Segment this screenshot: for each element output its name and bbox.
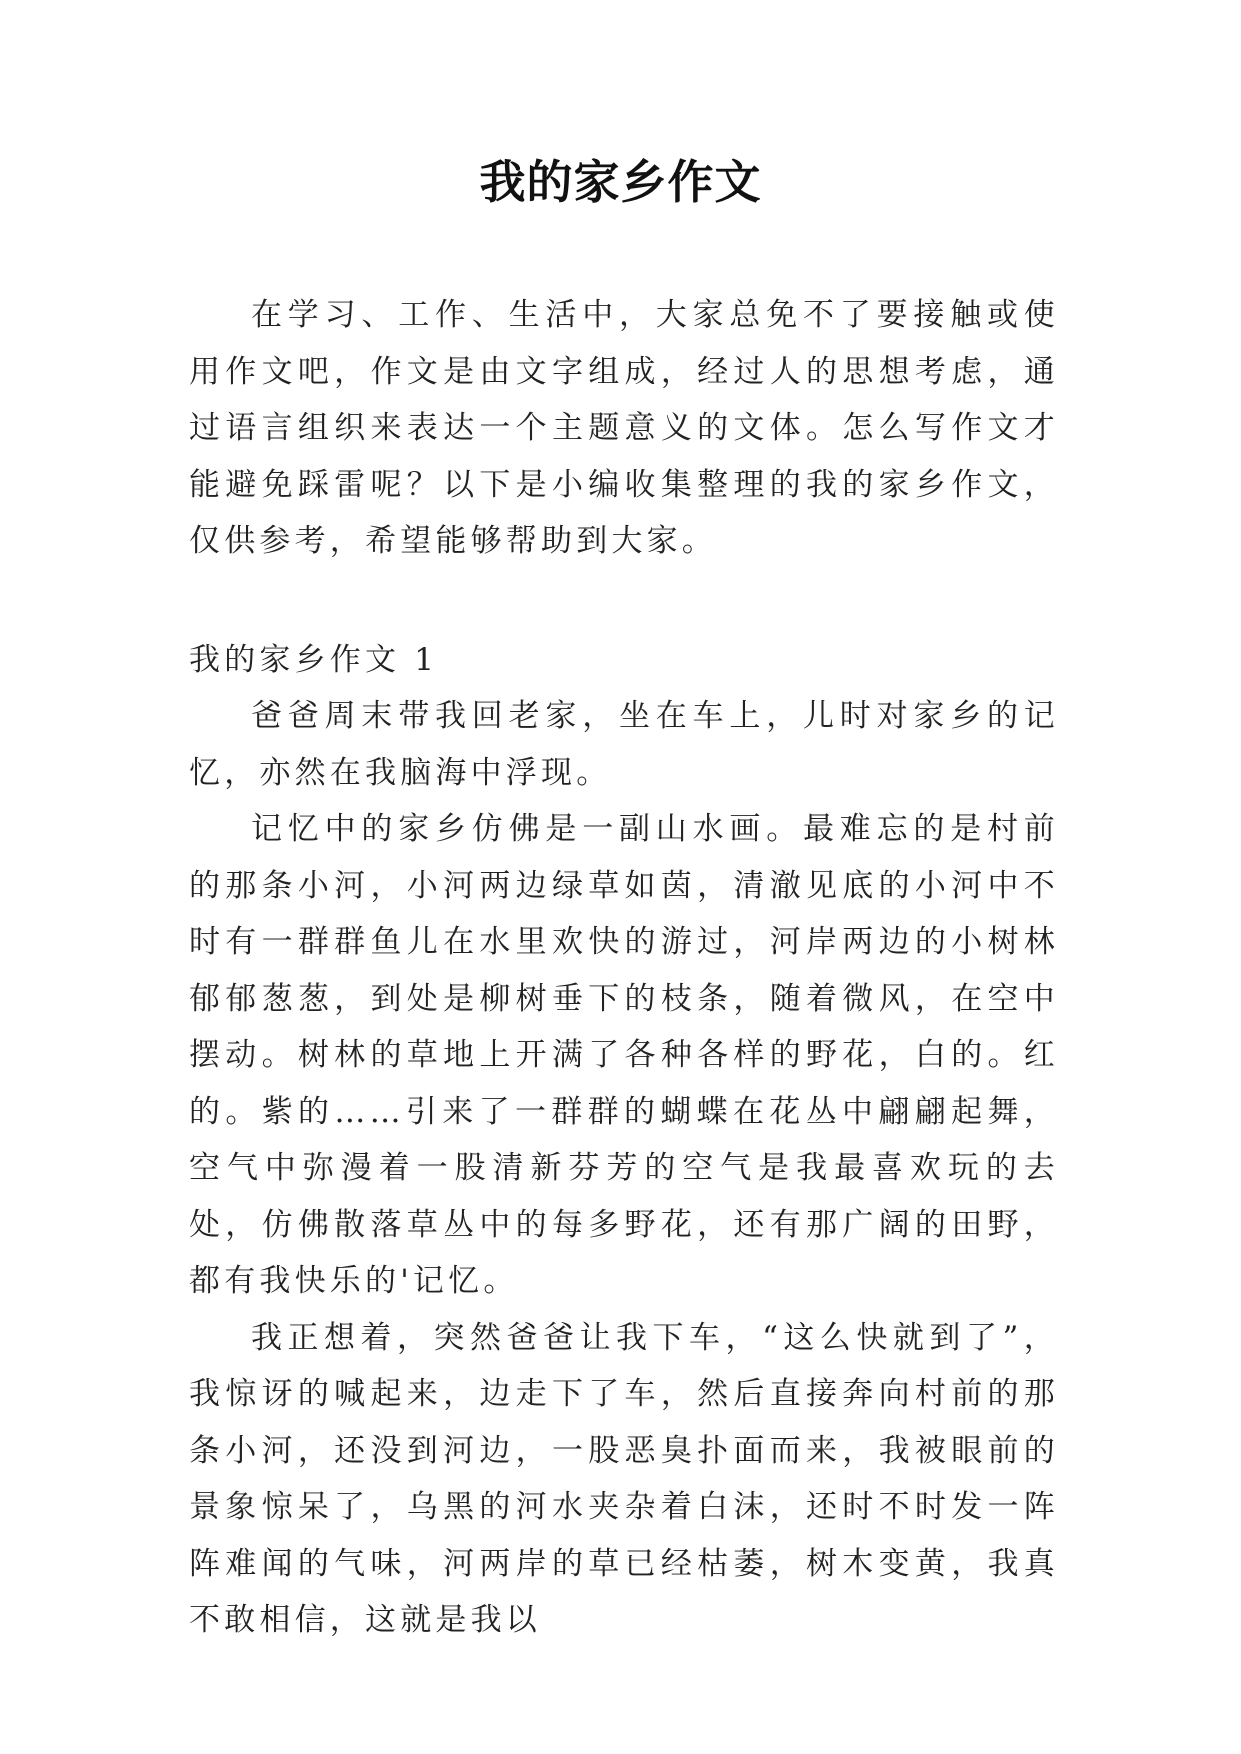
intro-paragraph: 在学习、工作、生活中，大家总免不了要接触或使用作文吧，作文是由文字组成，经过人的思想考虑，通过语言组织来表达一个主题意义的文体。怎么写作文才能避免踩雷呢？以下是小编收集整理的我的家乡作文，仅供参考，希望能够帮助到大家。 xyxy=(189,297,1059,559)
document-title: 我的家乡作文 xyxy=(479,155,762,209)
section-spacer xyxy=(189,570,1059,632)
document-body xyxy=(189,287,1059,1649)
section-heading: 我的家乡作文 1 xyxy=(189,641,439,678)
body-paragraph: 爸爸周末带我回老家，坐在车上，儿时对家乡的记忆，亦然在我脑海中浮现。 xyxy=(189,698,1059,791)
body-paragraph: 我正想着，突然爸爸让我下车，“这么快就到了”，我惊讶的喊起来，边走下了车，然后直接奔向村前的那条小河，还没到河边，一股恶臭扑面而来，我被眼前的景象惊呆了，乌黑的河水夹杂着白沫，还时不时发一阵阵难闻的气味，河两岸的草已经枯萎，树木变黄，我真不敢相信，这就是我以 xyxy=(189,1319,1059,1638)
body-paragraph: 记忆中的家乡仿佛是一副山水画。最难忘的是村前的那条小河，小河两边绿草如茵，清澈见底的小河中不时有一群群鱼儿在水里欢快的游过，河岸两边的小树林郁郁葱葱，到处是柳树垂下的枝条，随着微风，在空中摆动。树林的草地上开满了各种各样的野花，白的。红的。紫的……引来了一群群的蝴蝶在花丛中翩翩起舞，空气中弥漫着一股清新芬芳的空气是我最喜欢玩的去处，仿佛散落草丛中的每多野花，还有那广阔的田野，都有我快乐的'记忆。 xyxy=(189,811,1059,1299)
